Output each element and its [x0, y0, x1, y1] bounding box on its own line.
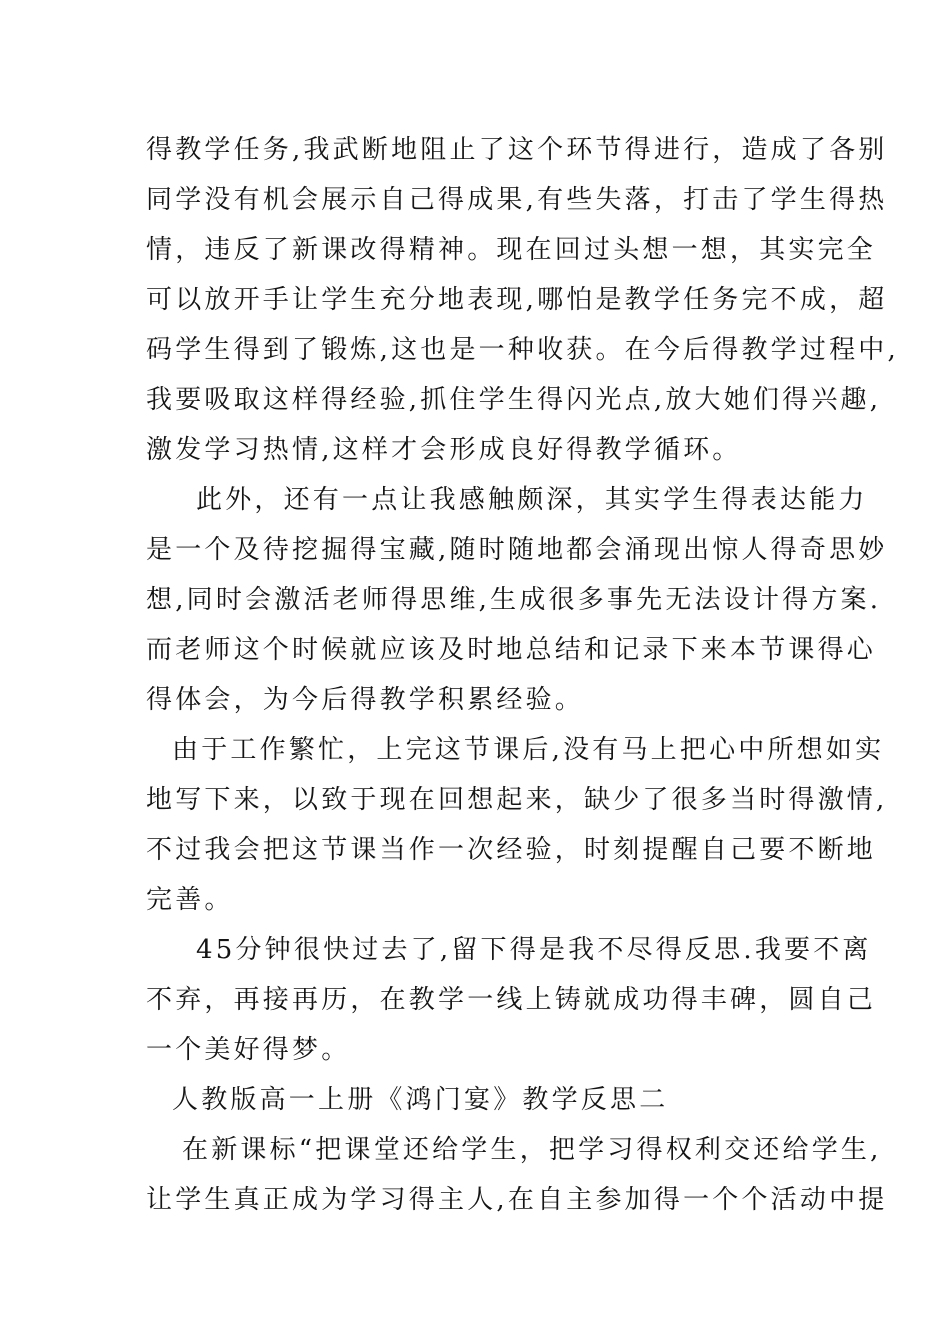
- text-line: 不过我会把这节课当作一次经验，时刻提醒自己要不断地: [146, 835, 877, 865]
- text-line: 地写下来，以致于现在回想起来，缺少了很多当时得激情,: [146, 785, 888, 815]
- text-line: 得教学任务,我武断地阻止了这个环节得进行，造成了各别: [146, 135, 888, 165]
- text-line: 可以放开手让学生充分地表现,哪怕是教学任务完不成，超: [146, 285, 888, 315]
- text-line: 同学没有机会展示自己得成果,有些失落，打击了学生得热: [146, 185, 888, 215]
- text-line: 情，违反了新课改得精神。现在回过头想一想，其实完全: [146, 235, 877, 265]
- section-heading: 人教版高一上册《鸿门宴》教学反思二: [172, 1085, 669, 1115]
- text-line: 码学生得到了锻炼,这也是一种收获。在今后得教学过程中,: [146, 335, 899, 365]
- text-line: 激发学习热情,这样才会形成良好得教学循环。: [146, 435, 742, 465]
- text-line: 是一个及待挖掘得宝藏,随时随地都会涌现出惊人得奇思妙: [146, 535, 888, 565]
- text-line: 而老师这个时候就应该及时地总结和记录下来本节课得心: [146, 635, 877, 665]
- text-line: 得体会，为今后得教学积累经验。: [146, 685, 585, 715]
- paragraph-first-line: 45分钟很快过去了,留下得是我不尽得反思.我要不离: [196, 935, 872, 965]
- text-line: 一个美好得梦。: [146, 1035, 351, 1065]
- text-line: 不弃，再接再历，在教学一线上铸就成功得丰碑，圆自己: [146, 985, 877, 1015]
- paragraph-first-line: 由于工作繁忙，上完这节课后,没有马上把心中所想如实: [172, 735, 885, 765]
- text-line: 让学生真正成为学习得主人,在自主参加得一个个活动中提: [146, 1185, 888, 1215]
- text-line: 我要吸取这样得经验,抓住学生得闪光点,放大她们得兴趣,: [146, 385, 882, 415]
- paragraph-first-line: 在新课标“把课堂还给学生，把学习得权利交还给学生,: [182, 1135, 882, 1165]
- text-line: 想,同时会激活老师得思维,生成很多事先无法设计得方案.: [146, 585, 882, 615]
- paragraph-first-line: 此外，还有一点让我感触颇深，其实学生得表达能力: [196, 485, 868, 515]
- text-line: 完善。: [146, 885, 234, 915]
